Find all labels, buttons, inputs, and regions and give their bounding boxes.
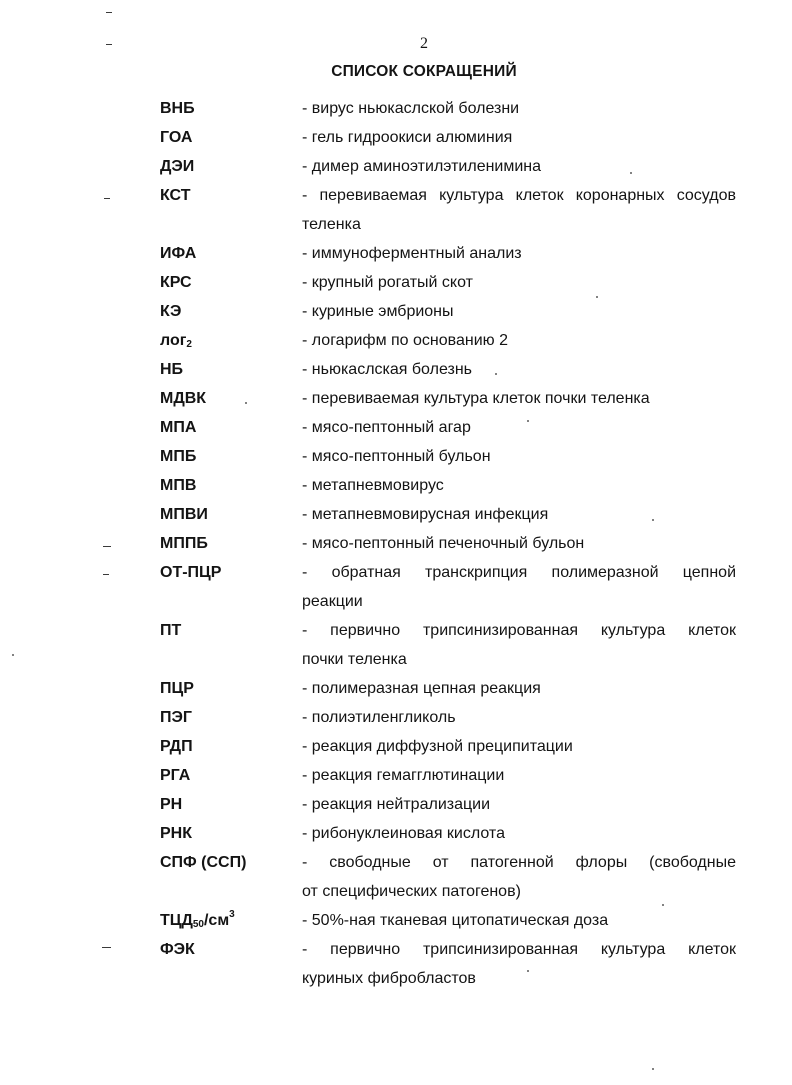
scan-dot [12,654,14,656]
abbreviation-definition [302,442,736,471]
abbreviation-definition [302,268,736,297]
abbreviation-term [160,239,196,268]
definition-text: - полиэтиленгликоль [302,709,456,726]
abbreviation-definition [302,935,736,993]
abbreviation-term [160,123,192,152]
term-text: ДЭИ [160,158,195,175]
abbreviation-term [160,471,196,500]
abbreviation-definition [302,616,736,674]
definition-text: - метапневмовирус [302,477,444,494]
definition-text: - иммуноферментный анализ [302,245,522,262]
abbreviation-term [160,268,192,297]
term-text: ОТ-ПЦР [160,564,222,581]
definition-continuation: теленка [302,216,361,233]
abbreviation-term [160,355,183,384]
definition-text: - перевиваемая культура клеток почки теленка [302,390,650,407]
term-text: РГА [160,767,191,784]
abbreviation-definition [302,181,736,239]
definition-line [302,558,736,587]
abbreviation-term [160,181,190,210]
abbreviation-definition [302,732,736,761]
definition-text: - первично трипсинизированная культура клеток [302,622,736,639]
term-text: РН [160,796,183,813]
definition-text: - вирус ньюкаслской болезни [302,100,520,117]
definition-text: - мясо-пептонный печеночный бульон [302,535,585,552]
abbreviation-definition [302,848,736,906]
term-text: КЭ [160,303,182,320]
scan-mark [106,12,112,13]
scan-dot [245,402,247,404]
term-text: РНК [160,825,192,842]
abbreviation-definition [302,123,736,152]
abbreviation-term [160,761,190,790]
scan-dot [596,296,598,298]
abbreviation-definition [302,674,736,703]
term-text: МПБ [160,448,197,465]
abbreviation-term [160,326,192,355]
abbreviation-definition [302,529,736,558]
definition-text: - обратная транскрипция полимеразной цепной [302,564,736,581]
definition-text: - реакция гемагглютинации [302,767,505,784]
abbreviation-definition [302,94,736,123]
definition-line [302,935,736,964]
scan-dot [527,420,529,422]
term-subscript: 2 [186,339,192,350]
term-text: ИФА [160,245,197,262]
definition-text: - полимеразная цепная реакция [302,680,541,697]
abbreviation-definition [302,703,736,732]
abbreviation-definition [302,152,736,181]
scan-dot [652,519,654,521]
term-text: ВНБ [160,100,195,117]
abbreviation-term [160,558,221,587]
term-text: КРС [160,274,192,291]
term-text: ФЭК [160,941,195,958]
term-text: ТЦД [160,912,193,929]
definition-text: - реакция диффузной преципитации [302,738,573,755]
abbreviation-term [160,819,192,848]
scan-dot [495,373,497,375]
abbreviation-definition [302,906,736,935]
definition-text: - рибонуклеиновая кислота [302,825,505,842]
definition-text: - куриные эмбрионы [302,303,454,320]
term-text: ПЦР [160,680,194,697]
definition-line [302,181,736,210]
page-title: СПИСОК СОКРАЩЕНИЙ [331,63,517,80]
term-text: МПА [160,419,197,436]
term-text: ГОА [160,129,193,146]
definition-text: - мясо-пептонный агар [302,419,471,436]
term-text: ПЭГ [160,709,192,726]
definition-continuation: почки теленка [302,651,407,668]
definition-text: - крупный рогатый скот [302,274,473,291]
abbreviation-term [160,297,181,326]
abbreviation-definition [302,355,736,384]
abbreviation-term [160,616,181,645]
abbreviation-definition [302,413,736,442]
abbreviation-definition [302,558,736,616]
abbreviation-term [160,152,194,181]
abbreviation-definition [302,297,736,326]
abbreviation-term [160,500,208,529]
abbreviation-term [160,442,196,471]
definition-text: - метапневмовирусная инфекция [302,506,549,523]
abbreviation-definition [302,239,736,268]
definition-line [302,616,736,645]
term-text: МПВ [160,477,197,494]
scan-dot [630,172,632,174]
scan-mark [104,198,110,199]
term-suffix: /см [203,912,230,929]
abbreviation-definition [302,500,736,529]
abbreviation-definition [302,790,736,819]
abbreviation-term [160,906,235,935]
scan-dot [652,1068,654,1070]
term-text: ПТ [160,622,182,639]
definition-text: - мясо-пептонный бульон [302,448,491,465]
definition-text: - первично трипсинизированная культура клеток [302,941,736,958]
abbreviation-definition [302,384,736,413]
term-text: РДП [160,738,193,755]
page-number: 2 [420,35,428,52]
definition-text: - перевиваемая культура клеток коронарных сосудов [302,187,736,204]
definition-text: - реакция нейтрализации [302,796,491,813]
definition-text: - логарифм по основанию 2 [302,332,508,349]
abbreviation-term [160,790,182,819]
scan-mark [103,546,111,547]
definition-text: - димер аминоэтилэтиленимина [302,158,542,175]
definition-text: - 50%-ная тканевая цитопатическая доза [302,912,609,929]
term-text: МПВИ [160,506,208,523]
term-text: СПФ (ССП) [160,854,247,871]
term-text: лог [160,332,187,349]
scan-mark [102,947,111,948]
abbreviation-term [160,674,194,703]
abbreviation-term [160,848,246,877]
definition-continuation: куриных фибробластов [302,970,476,987]
definition-continuation: реакции [302,593,363,610]
definition-text: - ньюкаслская болезнь [302,361,472,378]
abbreviation-term [160,935,195,964]
term-text: НБ [160,361,184,378]
scan-dot [662,904,664,906]
definition-continuation: от специфических патогенов) [302,883,521,900]
definition-line [302,848,736,877]
abbreviation-definition [302,326,736,355]
abbreviation-term [160,384,206,413]
term-superscript: 3 [229,909,235,920]
term-subscript: 50 [192,919,204,930]
term-text: МДВК [160,390,207,407]
abbreviation-term [160,732,193,761]
definition-text: - гель гидроокиси алюминия [302,129,513,146]
scan-mark [106,44,112,45]
term-text: КСТ [160,187,191,204]
abbreviation-term [160,94,195,123]
abbreviation-term [160,413,196,442]
abbreviation-definition [302,471,736,500]
abbreviation-definition [302,819,736,848]
scan-mark [103,574,109,575]
scan-dot [527,970,529,972]
abbreviation-definition [302,761,736,790]
abbreviation-term [160,703,192,732]
term-text: МППБ [160,535,208,552]
abbreviation-term [160,529,208,558]
definition-text: - свободные от патогенной флоры (свободные [302,854,736,871]
